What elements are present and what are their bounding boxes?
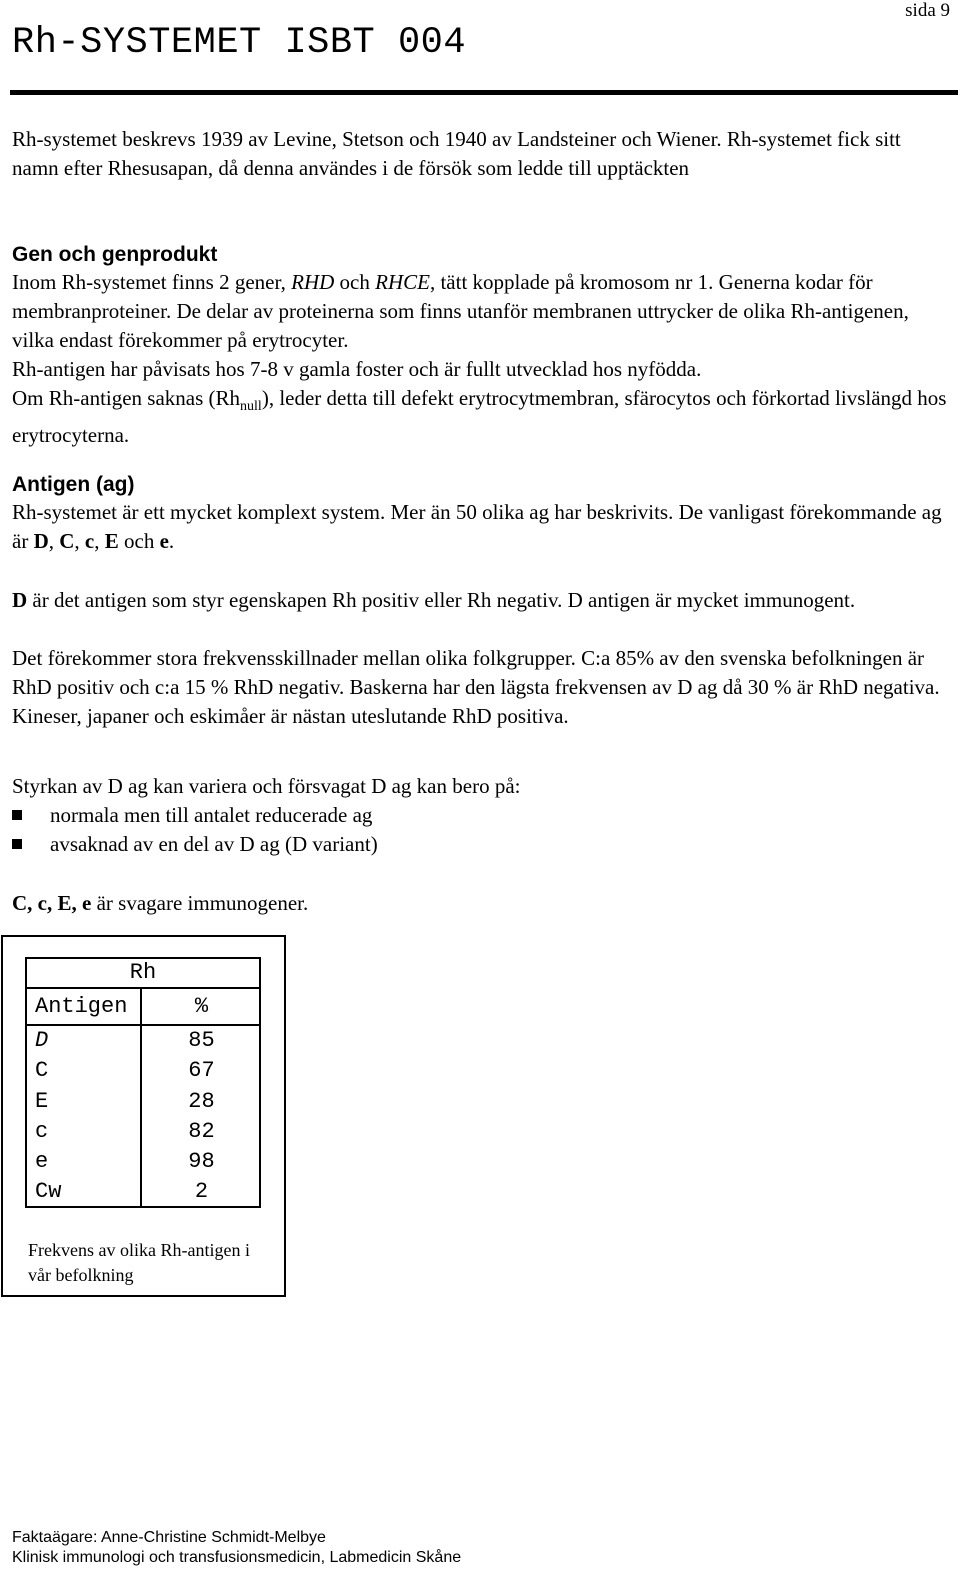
percent-cell: 28 [188, 1088, 215, 1114]
antigen-cell: C [25, 1056, 141, 1086]
weaker-immunogen-paragraph [12, 889, 952, 918]
frequency-paragraph: Det förekommer stora frekvensskillnader mellan olika folkgrupper. C:a 85% av den svenska befolkningen är RhD positiv och c:a 15 % RhD negativ. Baskerna har den lägsta frekvensen av D ag då 30 % är RhD negativa. Kineser, japaner och eskimåer är nästan uteslutande RhD positiva. [12, 646, 940, 728]
d-antigen-paragraph [12, 586, 952, 615]
antigen-end: . [168, 529, 175, 553]
gen-text-a: Inom Rh-systemet finns 2 gener, [12, 270, 292, 294]
table-row [25, 1177, 261, 1207]
gen-text-c: , tätt kopplade på kromosom nr 1. Generna kodar för membranproteiner. De delar av proteinerna som finns utanför membranen uttrycker de olika Rh-antigenen, vilka endast förekommer på erytrocyter. [12, 270, 909, 352]
gene-rhce: RHCE [375, 270, 430, 294]
column-header-antigen: Antigen [25, 988, 141, 1024]
page-number: sida 9 [905, 0, 950, 21]
page-title: Rh-SYSTEMET ISBT 004 [12, 22, 467, 64]
antigen-c-lower: c [84, 529, 95, 553]
gene-rhd: RHD [291, 270, 335, 294]
rh-frequency-table [25, 957, 261, 1207]
table-row [25, 1056, 261, 1086]
antigen-cell: c [25, 1116, 141, 1146]
gen-paragraph [12, 268, 952, 355]
footer-owner: Faktaägare: Anne-Christine Schmidt-Melbye [12, 1529, 326, 1546]
antigen-cell: Cw [25, 1177, 141, 1207]
antigen-cell: D [25, 1025, 141, 1056]
square-bullet-icon [12, 839, 22, 849]
weaker-bold: C, c, E, e [12, 891, 92, 915]
antigen-sep: , [74, 529, 85, 553]
rhnull-subscript: null [240, 399, 262, 415]
antigen-e-lower: e [159, 529, 169, 553]
rhnull-paragraph [12, 384, 952, 450]
antigen-paragraph [12, 498, 952, 556]
antigen-text: Rh-systemet är ett mycket komplext system. Mer än 50 olika ag har beskrivits. De vanligast förekommande ag är [12, 500, 942, 553]
intro-paragraph: Rh-systemet beskrevs 1939 av Levine, Stetson och 1940 av Landsteiner och Wiener. Rh-systemet fick sitt namn efter Rhesusapan, då denna användes i de försök som ledde till upptäckten [12, 127, 901, 180]
antigen-c-upper: C [59, 529, 75, 553]
antigen-sep: , [94, 529, 105, 553]
footer-department: Klinisk immunologi och transfusionsmedicin, Labmedicin Skåne [12, 1549, 462, 1566]
antigen-cell: e [25, 1146, 141, 1176]
square-bullet-icon [12, 810, 22, 820]
d-text: är det antigen som styr egenskapen Rh positiv eller Rh negativ. D antigen är mycket immunogent. [27, 588, 856, 612]
percent-cell: 67 [188, 1058, 215, 1084]
table-row [25, 1146, 261, 1176]
d-bold: D [12, 588, 28, 612]
table-title: Rh [25, 957, 261, 988]
antigen-d: D [33, 529, 49, 553]
list-item [12, 830, 378, 859]
header-divider [10, 90, 958, 95]
list-item-text: avsaknad av en del av D ag (D variant) [50, 832, 378, 856]
antigen-e-upper: E [104, 529, 119, 553]
figure-caption: Frekvens av olika Rh-antigen i vår befolkning [28, 1240, 250, 1285]
list-item-text: normala men till antalet reducerade ag [50, 803, 373, 827]
antigen-sep: och [118, 529, 160, 553]
rhnull-text-b: ), leder detta till defekt erytrocytmembran, sfärocytos och förkortad livslängd hos erytrocyterna. [12, 386, 947, 448]
table-row [25, 1116, 261, 1146]
table-row [25, 1025, 261, 1056]
fetal-paragraph: Rh-antigen har påvisats hos 7-8 v gamla foster och är fullt utvecklad hos nyfödda. [12, 357, 702, 381]
list-item [12, 801, 378, 830]
percent-cell: 98 [188, 1149, 215, 1175]
weak-d-paragraph: Styrkan av D ag kan variera och försvagat D ag kan bero på: [12, 774, 521, 798]
rhnull-text-a: Om Rh-antigen saknas (Rh [12, 386, 241, 410]
antigen-cell: E [25, 1086, 141, 1116]
column-header-percent: % [141, 988, 261, 1024]
percent-cell: 2 [194, 1179, 209, 1205]
percent-cell: 82 [188, 1118, 215, 1144]
antigen-sep: , [48, 529, 60, 553]
footer [12, 1528, 461, 1568]
weak-d-list [12, 801, 378, 859]
weaker-text: är svagare immunogener. [91, 891, 309, 915]
table-row [25, 1086, 261, 1116]
percent-cell: 85 [188, 1028, 215, 1054]
antigen-section-heading: Antigen (ag) [12, 473, 135, 496]
gen-text-b: och [334, 270, 376, 294]
gen-section-heading: Gen och genprodukt [12, 243, 218, 266]
